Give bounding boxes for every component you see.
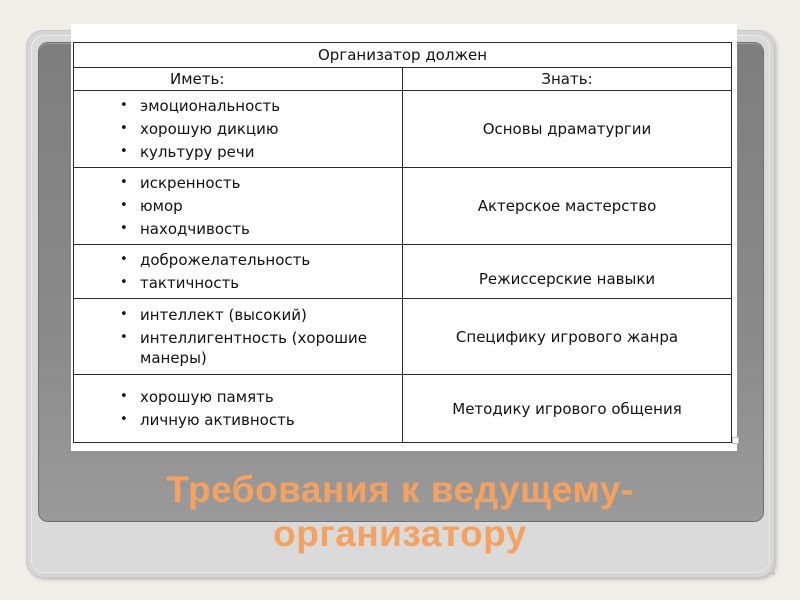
- bullet-icon: •: [120, 144, 128, 159]
- bullet-icon: •: [120, 252, 128, 267]
- column-header-have: Иметь:: [74, 68, 403, 91]
- corner-mark: [772, 572, 775, 575]
- know-text: Специфику игрового жанра: [455, 327, 679, 346]
- slide-title-line-2: организатору: [273, 513, 527, 554]
- bullet-icon: •: [120, 330, 128, 345]
- list-item-text: доброжелательность: [140, 251, 311, 269]
- list-item-text: эмоциональность: [140, 97, 281, 115]
- list-item-text: хорошую дикцию: [140, 120, 279, 138]
- image-resize-handle: [732, 437, 739, 444]
- table-row: [74, 91, 732, 168]
- requirements-table: [73, 42, 732, 443]
- have-list: [112, 250, 402, 293]
- know-text: Основы драматургии: [482, 120, 652, 138]
- have-list: [112, 305, 402, 368]
- bullet-icon: •: [120, 121, 128, 136]
- bullet-icon: •: [120, 175, 128, 190]
- list-item: [112, 250, 402, 270]
- slide-title: [38, 468, 762, 556]
- list-item-text: юмор: [140, 197, 183, 215]
- list-item: [112, 173, 402, 193]
- list-item: [112, 273, 402, 293]
- have-cell: [74, 375, 403, 443]
- know-cell: [403, 375, 732, 443]
- list-item-text: находчивость: [140, 220, 250, 238]
- bullet-icon: •: [120, 412, 128, 427]
- list-item-text: личную активность: [140, 411, 295, 429]
- have-list: [112, 173, 402, 239]
- know-cell: [403, 168, 732, 245]
- list-item: [112, 96, 402, 116]
- list-item: [112, 119, 402, 139]
- list-item-text: интеллигентность (хорошие манеры): [140, 329, 367, 367]
- bullet-icon: •: [120, 98, 128, 113]
- slide-title-line-1: Требования к ведущему-: [166, 469, 634, 510]
- have-list: [112, 96, 402, 162]
- bullet-icon: •: [120, 198, 128, 213]
- table-row: [74, 375, 732, 443]
- list-item: [112, 196, 402, 216]
- list-item: [112, 410, 402, 430]
- list-item-text: хорошую память: [140, 388, 274, 406]
- know-cell: [403, 299, 732, 375]
- list-item: [112, 142, 402, 162]
- have-cell: [74, 245, 403, 299]
- have-cell: [74, 299, 403, 375]
- table-body: [74, 91, 732, 443]
- table-title: Организатор должен: [74, 43, 732, 68]
- list-item: [112, 305, 402, 325]
- list-item: [112, 219, 402, 239]
- table-row: [74, 245, 732, 299]
- know-cell: [403, 91, 732, 168]
- bullet-icon: •: [120, 389, 128, 404]
- bullet-icon: •: [120, 221, 128, 236]
- know-text: Режиссерские навыки: [478, 269, 656, 288]
- list-item-text: культуру речи: [140, 143, 255, 161]
- table-row: [74, 299, 732, 375]
- column-header-know: Знать:: [403, 68, 732, 91]
- know-text: Актерское мастерство: [477, 197, 657, 215]
- list-item-text: интеллект (высокий): [140, 306, 307, 324]
- know-cell: [403, 245, 732, 299]
- list-item-text: искренность: [140, 174, 241, 192]
- list-item: [112, 328, 402, 368]
- table-title-row: [74, 43, 732, 68]
- list-item-text: тактичность: [140, 274, 240, 292]
- bullet-icon: •: [120, 275, 128, 290]
- table-row: [74, 168, 732, 245]
- table-header-row: [74, 68, 732, 91]
- have-cell: [74, 91, 403, 168]
- know-text: Методику игрового общения: [452, 399, 682, 418]
- have-cell: [74, 168, 403, 245]
- list-item: [112, 387, 402, 407]
- bullet-icon: •: [120, 307, 128, 322]
- have-list: [112, 387, 402, 430]
